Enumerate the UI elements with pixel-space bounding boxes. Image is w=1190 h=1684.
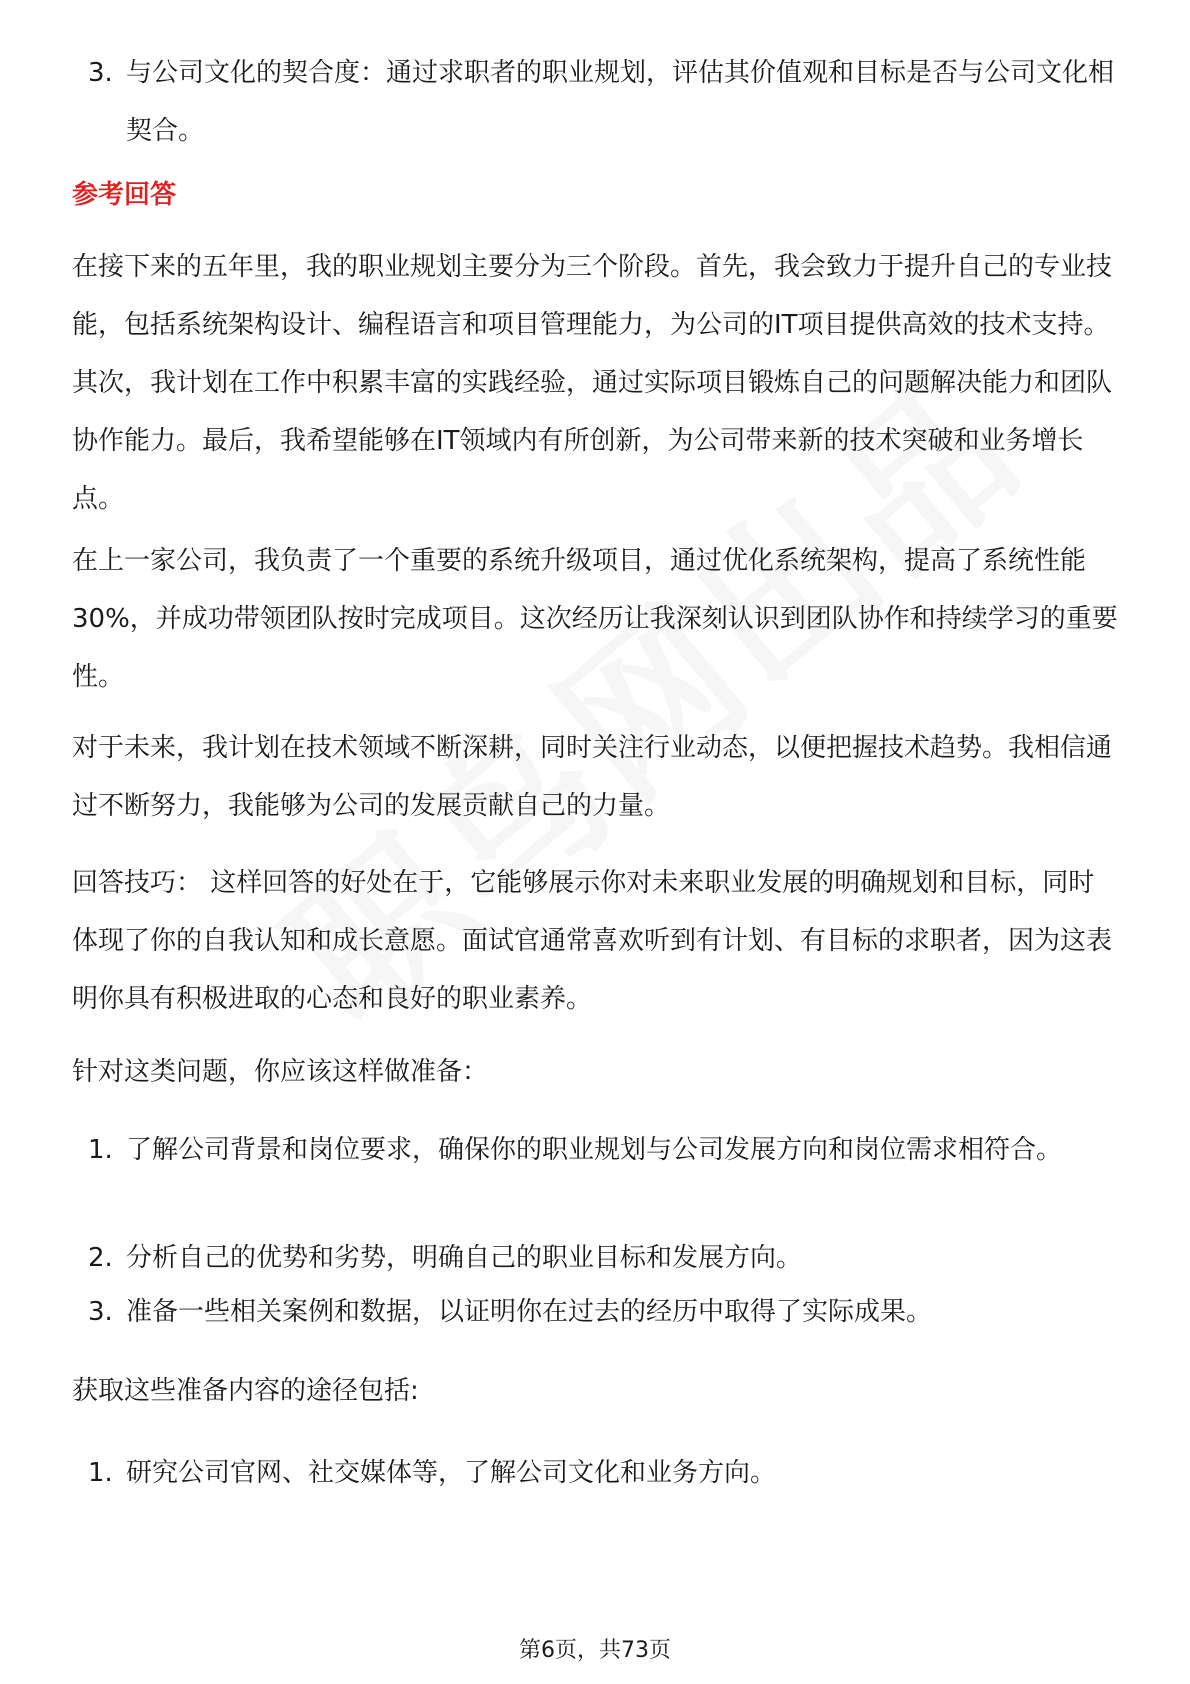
list-number: 2.	[88, 1243, 113, 1273]
answer-tips-paragraph: 回答技巧： 这样回答的好处在于，它能够展示你对未来职业发展的明确规划和目标，同时体现了你的自我认知和成长意愿。面试官通常喜欢听到有计划、有目标的求职者，因为这表明你具有积极进取的心态和良好的职业素养。	[72, 868, 1113, 1014]
answer-paragraph-3: 对于未来，我计划在技术领域不断深耕，同时关注行业动态，以便把握技术趋势。我相信通过不断努力，我能够为公司的发展贡献自己的力量。	[72, 733, 1113, 821]
list-number: 1.	[88, 1458, 113, 1488]
list-text: 与公司文化的契合度：通过求职者的职业规划，评估其价值观和目标是否与公司文化相契合。	[126, 58, 1115, 146]
preparation-intro: 针对这类问题，你应该这样做准备：	[72, 1057, 489, 1087]
list-number: 3.	[88, 58, 113, 88]
list-item	[88, 1229, 1118, 1287]
page-footer: 第6页，共73页	[519, 1638, 671, 1663]
reference-answer-heading: 参考回答	[72, 180, 177, 210]
list-item	[88, 44, 1118, 160]
answer-paragraph-1: 在接下来的五年里，我的职业规划主要分为三个阶段。首先，我会致力于提升自己的专业技能，包括系统架构设计、编程语言和项目管理能力，为公司的IT项目提供高效的技术支持。其次，我计划在工作中积累丰富的实践经验，通过实际项目锻炼自己的问题解决能力和团队协作能力。最后，我希望能够在IT领域内有所创新，为公司带来新的技术突破和业务增长点。	[72, 252, 1113, 514]
list-text: 研究公司官网、社交媒体等，了解公司文化和业务方向。	[126, 1458, 777, 1488]
list-number: 3.	[88, 1297, 113, 1327]
sources-intro: 获取这些准备内容的途径包括:	[72, 1376, 419, 1406]
list-text: 准备一些相关案例和数据，以证明你在过去的经历中取得了实际成果。	[126, 1297, 933, 1327]
list-item	[88, 1283, 1118, 1341]
answer-paragraph-2: 在上一家公司，我负责了一个重要的系统升级项目，通过优化系统架构，提高了系统性能30%，并成功带领团队按时完成项目。这次经历让我深刻认识到团队协作和持续学习的重要性。	[72, 546, 1118, 692]
list-text: 了解公司背景和岗位要求，确保你的职业规划与公司发展方向和岗位需求相符合。	[126, 1135, 1063, 1165]
list-number: 1.	[88, 1135, 113, 1165]
list-text: 分析自己的优势和劣势，明确自己的职业目标和发展方向。	[126, 1243, 803, 1273]
list-item	[88, 1121, 1118, 1179]
list-item	[88, 1444, 1118, 1502]
